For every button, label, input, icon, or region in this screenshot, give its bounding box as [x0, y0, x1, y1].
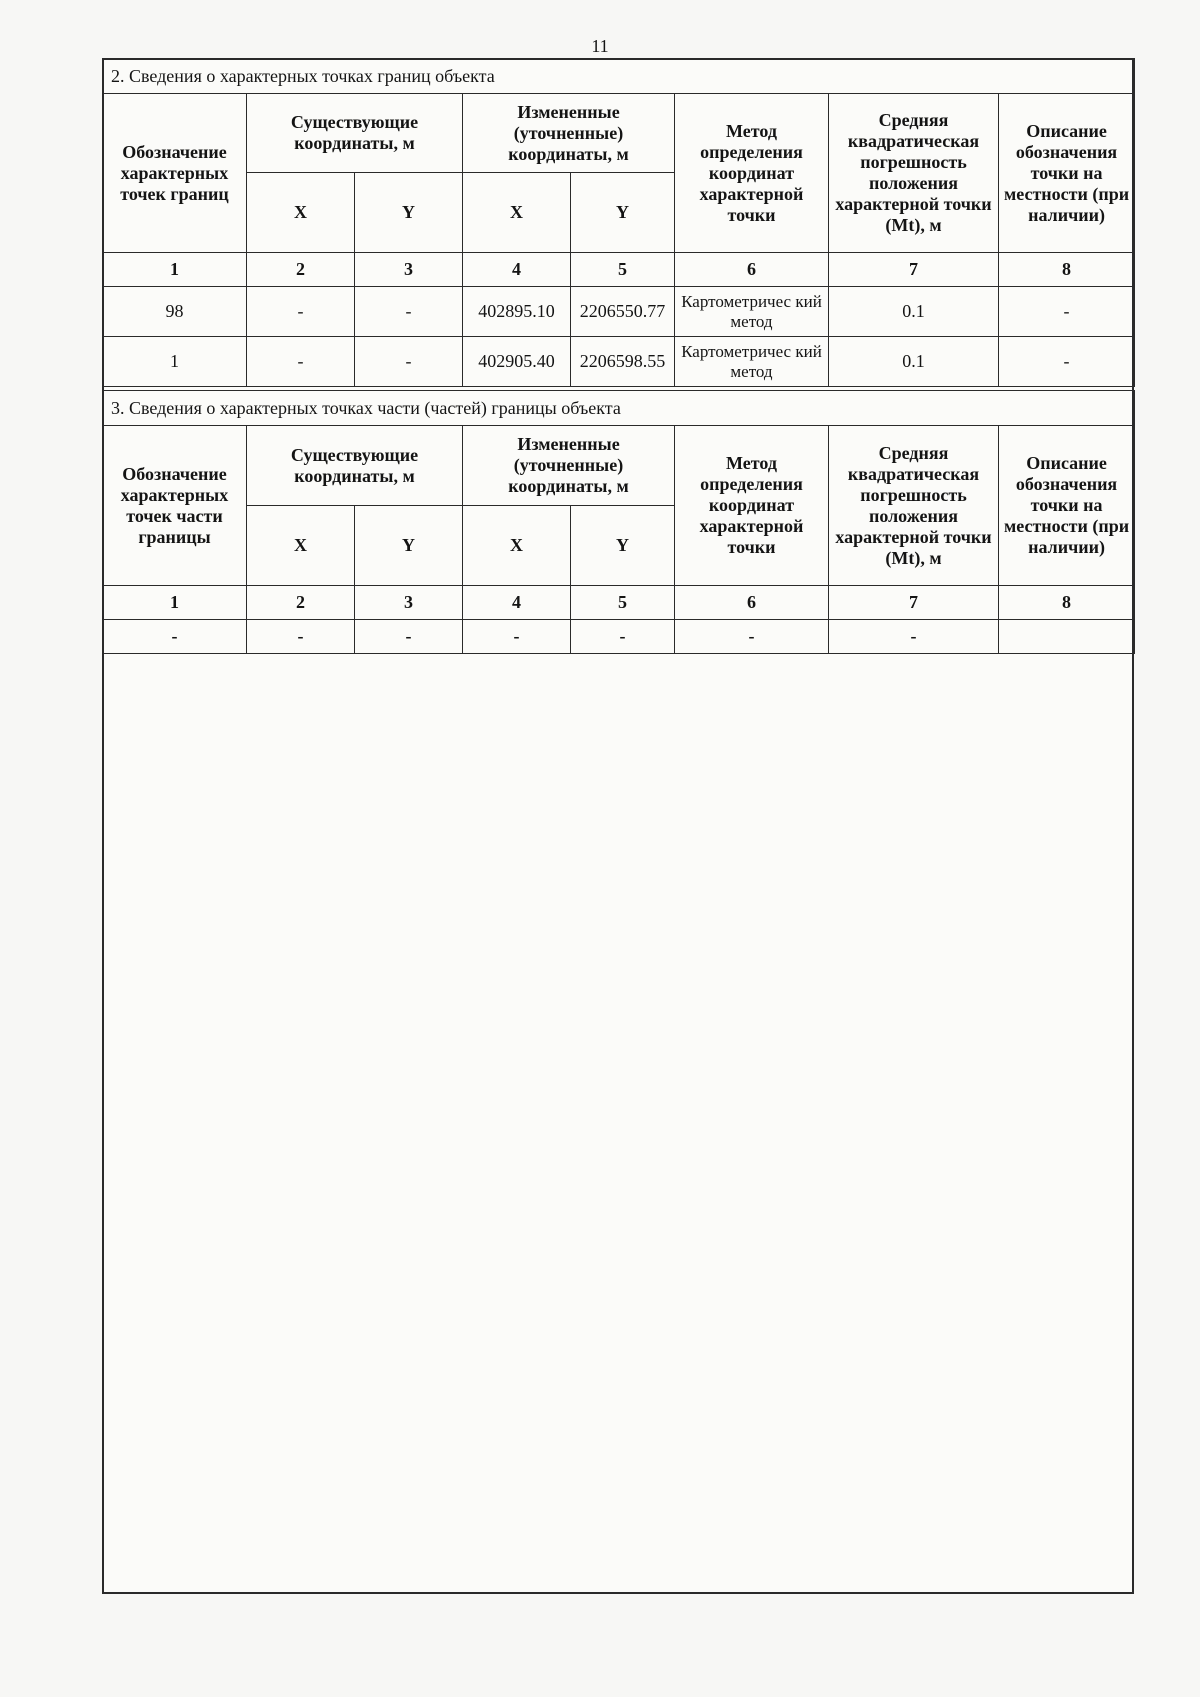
- header-changed-coords: Измененные (уточненные) координаты, м: [463, 426, 675, 506]
- header-accuracy: Средняя квадратическая погрешность положения характерной точки (Mt), м: [829, 426, 999, 586]
- header-existing-coords: Существующие координаты, м: [247, 94, 463, 173]
- point-designation: 98: [103, 287, 247, 337]
- existing-x: -: [247, 620, 355, 654]
- column-number: 2: [247, 253, 355, 287]
- header-existing-x: X: [247, 173, 355, 253]
- accuracy-mt: 0.1: [829, 337, 999, 387]
- column-number: 3: [355, 253, 463, 287]
- existing-y: -: [355, 287, 463, 337]
- table-row: [103, 620, 1135, 654]
- point-designation: 1: [103, 337, 247, 387]
- column-number: 1: [103, 586, 247, 620]
- column-numbers-row: [103, 586, 1135, 620]
- header-changed-y: Y: [571, 173, 675, 253]
- header-method: Метод определения координат характерной точки: [675, 94, 829, 253]
- header-description: Описание обозначения точки на местности (при наличии): [999, 426, 1135, 586]
- header-existing-y: Y: [355, 506, 463, 586]
- header-designation: Обозначение характерных точек части границы: [103, 426, 247, 586]
- header-description: Описание обозначения точки на местности (при наличии): [999, 94, 1135, 253]
- table-row: [103, 287, 1135, 337]
- changed-x: 402905.40: [463, 337, 571, 387]
- header-changed-x: X: [463, 173, 571, 253]
- header-changed-y: Y: [571, 506, 675, 586]
- existing-x: -: [247, 337, 355, 387]
- column-numbers-row: [103, 253, 1135, 287]
- column-number: 8: [999, 586, 1135, 620]
- point-designation: -: [103, 620, 247, 654]
- column-number: 4: [463, 253, 571, 287]
- accuracy-mt: 0.1: [829, 287, 999, 337]
- method: -: [675, 620, 829, 654]
- method: Картометричес кий метод: [675, 287, 829, 337]
- header-existing-y: Y: [355, 173, 463, 253]
- changed-y: -: [571, 620, 675, 654]
- point-description: -: [999, 337, 1135, 387]
- existing-y: -: [355, 337, 463, 387]
- method: Картометричес кий метод: [675, 337, 829, 387]
- column-number: 4: [463, 586, 571, 620]
- column-number: 7: [829, 586, 999, 620]
- point-description: -: [999, 287, 1135, 337]
- column-number: 8: [999, 253, 1135, 287]
- column-number: 2: [247, 586, 355, 620]
- part-boundary-points-table: [102, 390, 1135, 654]
- section-3-title: 3. Сведения о характерных точках части (частей) границы объекта: [103, 391, 1135, 426]
- header-existing-x: X: [247, 506, 355, 586]
- changed-x: 402895.10: [463, 287, 571, 337]
- changed-y: 2206598.55: [571, 337, 675, 387]
- header-method: Метод определения координат характерной точки: [675, 426, 829, 586]
- section-2-title: 2. Сведения о характерных точках границ объекта: [103, 59, 1135, 94]
- existing-y: -: [355, 620, 463, 654]
- column-number: 6: [675, 253, 829, 287]
- column-number: 7: [829, 253, 999, 287]
- page-number: 11: [591, 36, 609, 56]
- table-row: [103, 337, 1135, 387]
- header-changed-coords: Измененные (уточненные) координаты, м: [463, 94, 675, 173]
- header-changed-x: X: [463, 506, 571, 586]
- point-description: [999, 620, 1135, 654]
- document-frame: [102, 58, 1134, 1594]
- boundary-points-table: [102, 58, 1135, 387]
- existing-x: -: [247, 287, 355, 337]
- header-accuracy: Средняя квадратическая погрешность положения характерной точки (Mt), м: [829, 94, 999, 253]
- column-number: 3: [355, 586, 463, 620]
- changed-y: 2206550.77: [571, 287, 675, 337]
- changed-x: -: [463, 620, 571, 654]
- column-number: 1: [103, 253, 247, 287]
- column-number: 5: [571, 586, 675, 620]
- accuracy-mt: -: [829, 620, 999, 654]
- column-number: 6: [675, 586, 829, 620]
- header-existing-coords: Существующие координаты, м: [247, 426, 463, 506]
- header-designation: Обозначение характерных точек границ: [103, 94, 247, 253]
- column-number: 5: [571, 253, 675, 287]
